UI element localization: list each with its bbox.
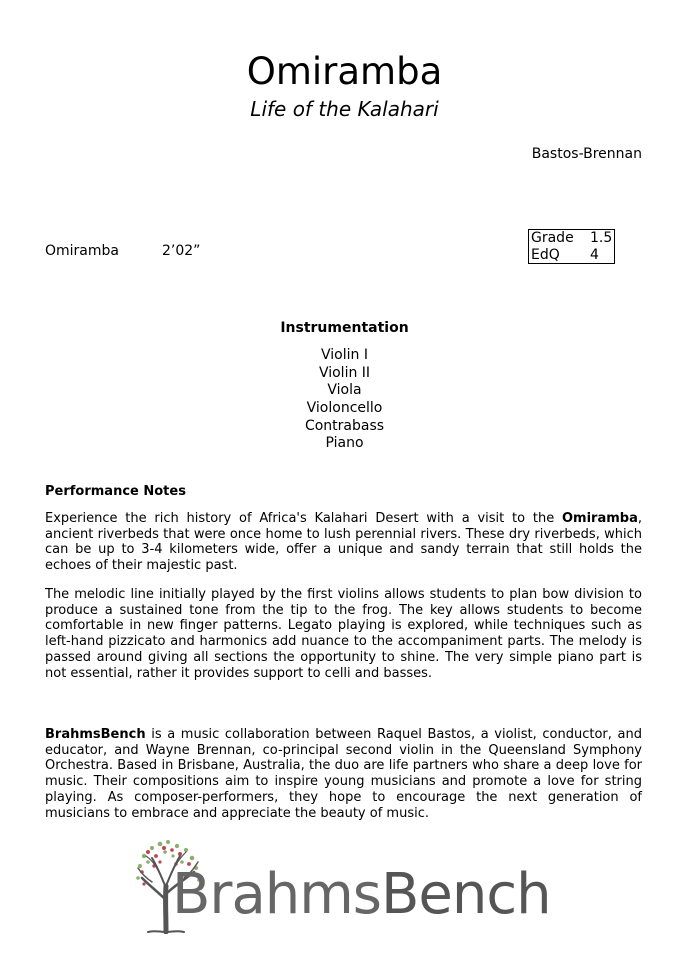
instrument-item: Piano <box>325 435 364 452</box>
paragraph-text: Experience the rich history of Africa's Kalahari Desert with a visit to the <box>45 511 562 526</box>
edq-row <box>531 247 613 263</box>
piece-name: Omiramba <box>45 243 119 259</box>
page-title: Omiramba <box>246 50 443 93</box>
piece-duration: 2’02” <box>162 243 201 259</box>
logo-text-brahms: Brahms <box>172 862 381 927</box>
performance-notes-paragraph-2: The melodic line initially played by the first violins allows students to plan bow division to produce a sustained tone from the tip to the frog. The key allows students to become comfortable in new finger patterns. Legato playing is explored, while techniques such as left-hand pizzicato and harmonics add nuance to the accompaniment parts. The melody is passed around giving all sections the opportunity to shine. The very simple piano part is not essential, rather it provides support to celli and basses. <box>45 587 642 681</box>
instrumentation-list <box>0 347 689 453</box>
instrument-item: Violin II <box>318 364 371 381</box>
composer-name: Bastos-Brennan <box>531 146 642 162</box>
paragraph-text: , ancient riverbeds that were once home to lush perennial rivers. These dry riverbeds, which can be up to 3-4 kilometers wide, offer a unique and sandy terrain that still holds the echoes of their majestic past. <box>45 511 642 574</box>
instrument-item: Contrabass <box>304 417 385 434</box>
logo-wordmark <box>172 860 551 930</box>
grade-box <box>528 229 615 264</box>
logo-text-bench: Bench <box>380 862 551 927</box>
edq-value: 4 <box>590 247 599 263</box>
about-paragraph <box>45 727 642 821</box>
performance-notes-paragraph-1 <box>45 511 642 574</box>
grade-label: Grade <box>531 230 574 246</box>
paragraph-text: is a music collaboration between Raquel Bastos, a violist, conductor, and educator, and Wayne Brennan, co-principal second violin in the Queensland Symphony Orchestra. Based in Brisbane, Australia, the duo are life partners who share a deep love for music. Their compositions aim to inspire young musicians and promote a love for string playing. As composer-performers, they hope to encourage the next generation of musicians to embrace and appreciate the beauty of music. <box>45 727 642 821</box>
instrument-item: Violoncello <box>306 400 383 417</box>
page-subtitle: Life of the Kalahari <box>250 97 439 121</box>
edq-label: EdQ <box>531 247 560 263</box>
brahmsbench-logo <box>132 838 562 934</box>
instrument-item: Violin I <box>321 347 368 363</box>
omiramba-emphasis: Omiramba <box>561 511 638 526</box>
brahmsbench-emphasis: BrahmsBench <box>45 727 146 742</box>
grade-value: 1.5 <box>590 230 613 246</box>
grade-row <box>531 230 613 246</box>
performance-notes-heading: Performance Notes <box>45 484 186 499</box>
instrument-item: Viola <box>327 382 362 399</box>
instrumentation-heading: Instrumentation <box>280 320 409 336</box>
